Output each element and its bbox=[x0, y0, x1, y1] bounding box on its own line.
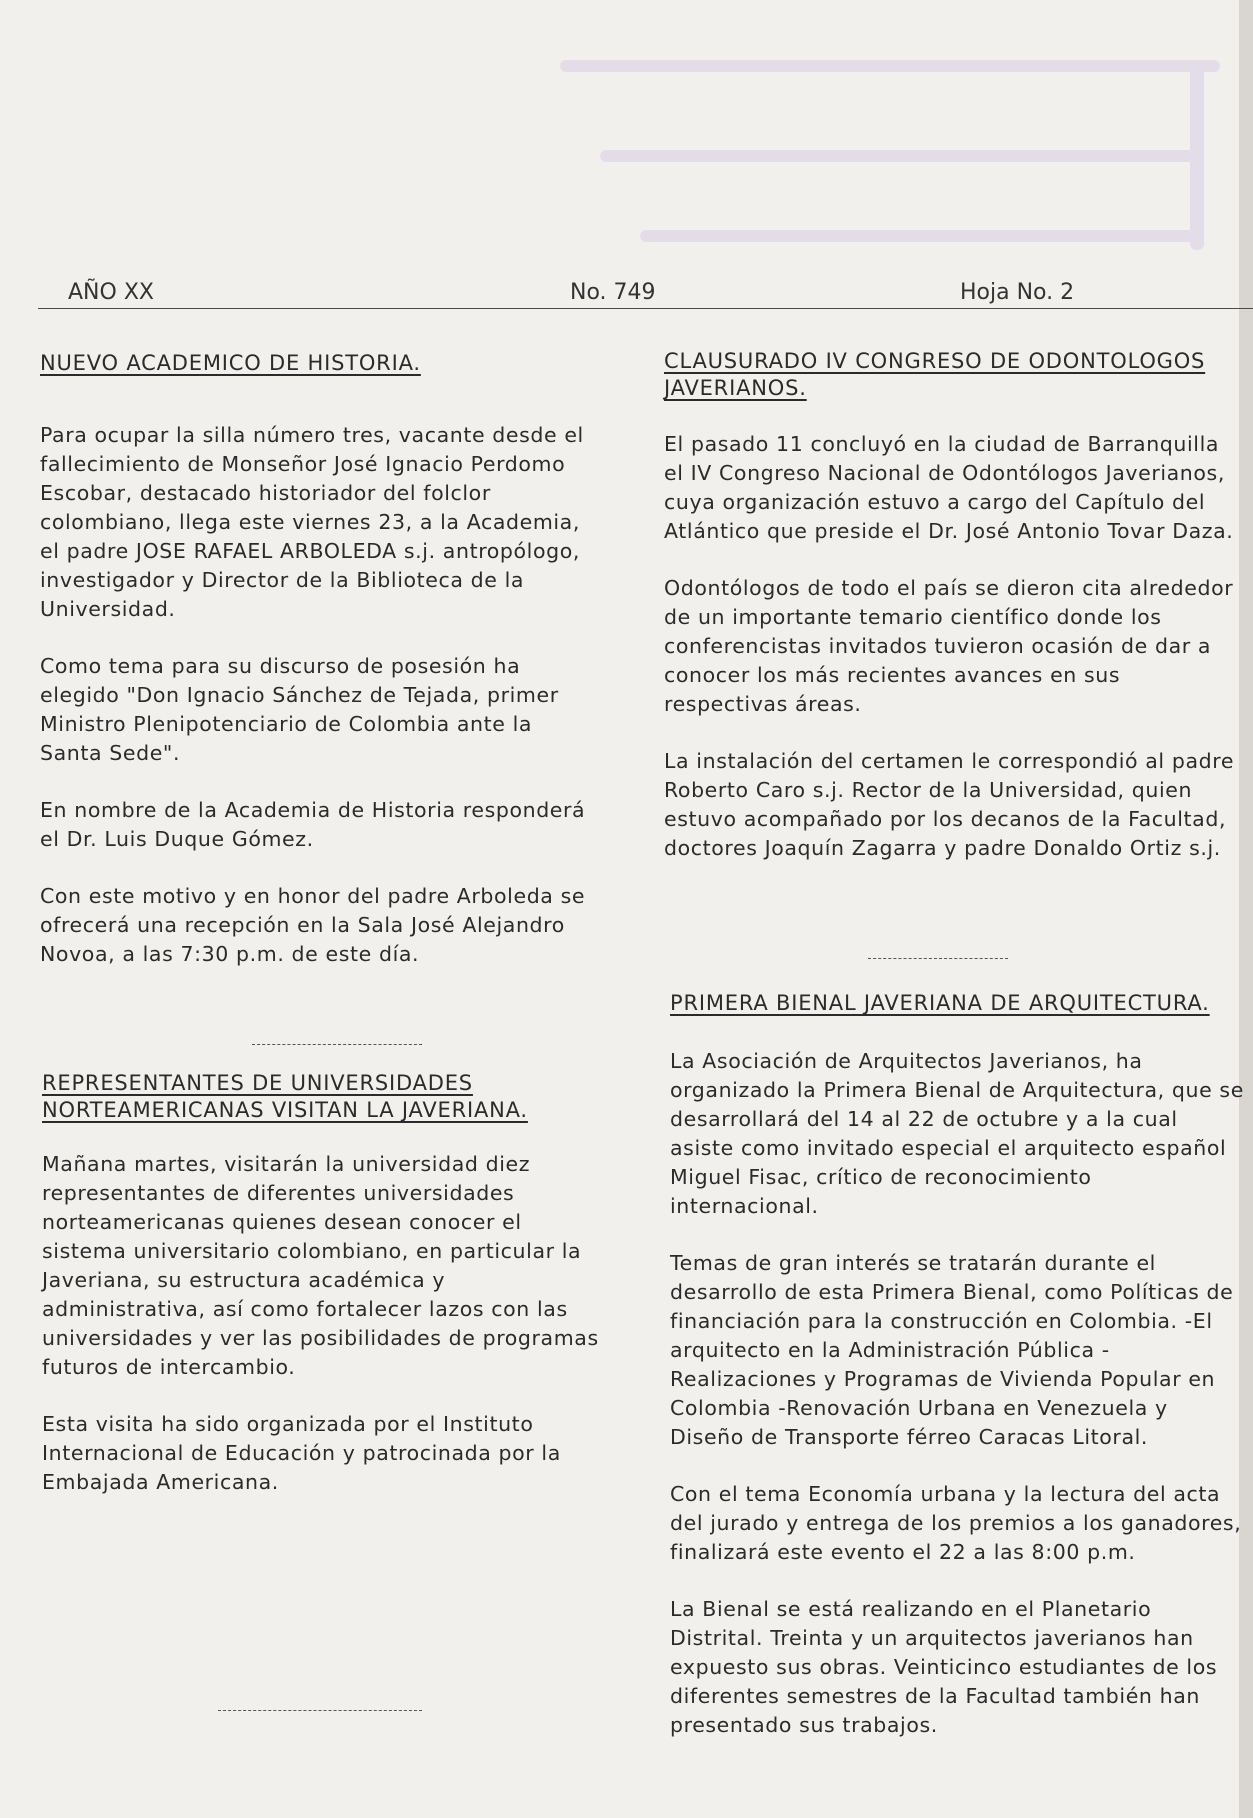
article-paragraph: El pasado 11 concluyó en la ciudad de Barranquilla el IV Congreso Nacional de Odontólogos Javerianos, cuya organización estuvo a cargo del Capítulo del Atlántico que preside el Dr. José Antonio Tovar Daza. bbox=[664, 432, 1234, 543]
article-paragraph: Esta visita ha sido organizada por el Instituto Internacional de Educación y patrocinada por la Embajada Americana. bbox=[42, 1412, 561, 1494]
article-paragraph: La Asociación de Arquitectos Javerianos, ha organizado la Primera Bienal de Arquitectura, que se desarrollará del 14 al 22 de octubre y a la cual asiste como invitado especial el arquitecto español Miguel Fisac, crítico de reconocimiento internacional. bbox=[670, 1049, 1244, 1218]
issue-number: No. 749 bbox=[570, 280, 656, 305]
ghost-band bbox=[600, 150, 1200, 162]
article-title: CLAUSURADO IV CONGRESO DE ODONTOLOGOS JAVERIANOS. bbox=[664, 349, 1206, 400]
ghost-band bbox=[1190, 60, 1204, 250]
article-paragraph: Para ocupar la silla número tres, vacante desde el fallecimiento de Monseñor José Ignacio Perdomo Escobar, destacado historiador del folclor colombiano, llega este viernes 23, a la Academia, el padre JOSE RAFAEL ARBOLEDA s.j. antropólogo, investigador y Director de la Biblioteca de la Universidad. bbox=[40, 423, 584, 621]
article-title: PRIMERA BIENAL JAVERIANA DE ARQUITECTURA. bbox=[670, 991, 1210, 1015]
article-paragraph: La Bienal se está realizando en el Planetario Distrital. Treinta y un arquitectos javerianos han expuesto sus obras. Veinticinco estudiantes de los diferentes semestres de la Facultad también han presentado sus trabajos. bbox=[670, 1597, 1218, 1737]
article-paragraph: Con este motivo y en honor del padre Arboleda se ofrecerá una recepción en la Sala José Alejandro Novoa, a las 7:30 p.m. de este día. bbox=[40, 884, 586, 966]
article-paragraph: Mañana martes, visitarán la universidad diez representantes de diferentes universidades norteamericanas quienes desean conocer el sistema universitario colombiano, en particular la Javeriana, su estructura académica y administrativa, así como fortalecer lazos con las universidades y ver las posibilidades de programas futuros de intercambio. bbox=[42, 1152, 599, 1379]
article-new-academician bbox=[40, 350, 600, 997]
section-divider bbox=[252, 1044, 422, 1045]
article-paragraph: En nombre de la Academia de Historia responderá el Dr. Luis Duque Gómez. bbox=[40, 798, 586, 851]
article-university-visitors bbox=[42, 1070, 602, 1525]
article-title: REPRESENTANTES DE UNIVERSIDADES NORTEAMERICANAS VISITAN LA JAVERIANA. bbox=[42, 1071, 528, 1122]
section-divider bbox=[868, 958, 1008, 959]
section-divider bbox=[218, 1710, 422, 1711]
sheet-number: Hoja No. 2 bbox=[960, 280, 1075, 305]
article-architecture-biennial bbox=[670, 990, 1246, 1768]
article-paragraph: La instalación del certamen le correspondió al padre Roberto Caro s.j. Rector de la Universidad, quien estuvo acompañado por los decanos de la Facultad, doctores Joaquín Zagarra y padre Donaldo Ortiz s.j. bbox=[664, 749, 1235, 860]
article-paragraph: Con el tema Economía urbana y la lectura del acta del jurado y entrega de los premios a los ganadores, finalizará este evento el 22 a las 8:00 p.m. bbox=[670, 1482, 1242, 1564]
article-title: NUEVO ACADEMICO DE HISTORIA. bbox=[40, 351, 421, 375]
article-paragraph: Como tema para su discurso de posesión ha elegido "Don Ignacio Sánchez de Tejada, primer Ministro Plenipotenciario de Colombia ante la Santa Sede". bbox=[40, 654, 559, 765]
ghost-band bbox=[640, 230, 1200, 242]
article-dentists-congress bbox=[664, 348, 1244, 891]
article-paragraph: Temas de gran interés se tratarán durante el desarrollo de esta Primera Bienal, como Políticas de financiación para la construcción en Colombia. -El arquitecto en la Administración Pública - Realizaciones y Programas de Vivienda Popular en Colombia -Renovación Urbana en Venezuela y Diseño de Transporte férreo Caracas Litoral. bbox=[670, 1251, 1234, 1449]
ghost-band bbox=[560, 60, 1220, 72]
issue-year: AÑO XX bbox=[68, 280, 154, 305]
issue-header bbox=[38, 278, 1253, 309]
article-paragraph: Odontólogos de todo el país se dieron cita alrededor de un importante temario científico donde los conferencistas invitados tuvieron ocasión de dar a conocer los más recientes avances en sus respectivas áreas. bbox=[664, 576, 1234, 716]
